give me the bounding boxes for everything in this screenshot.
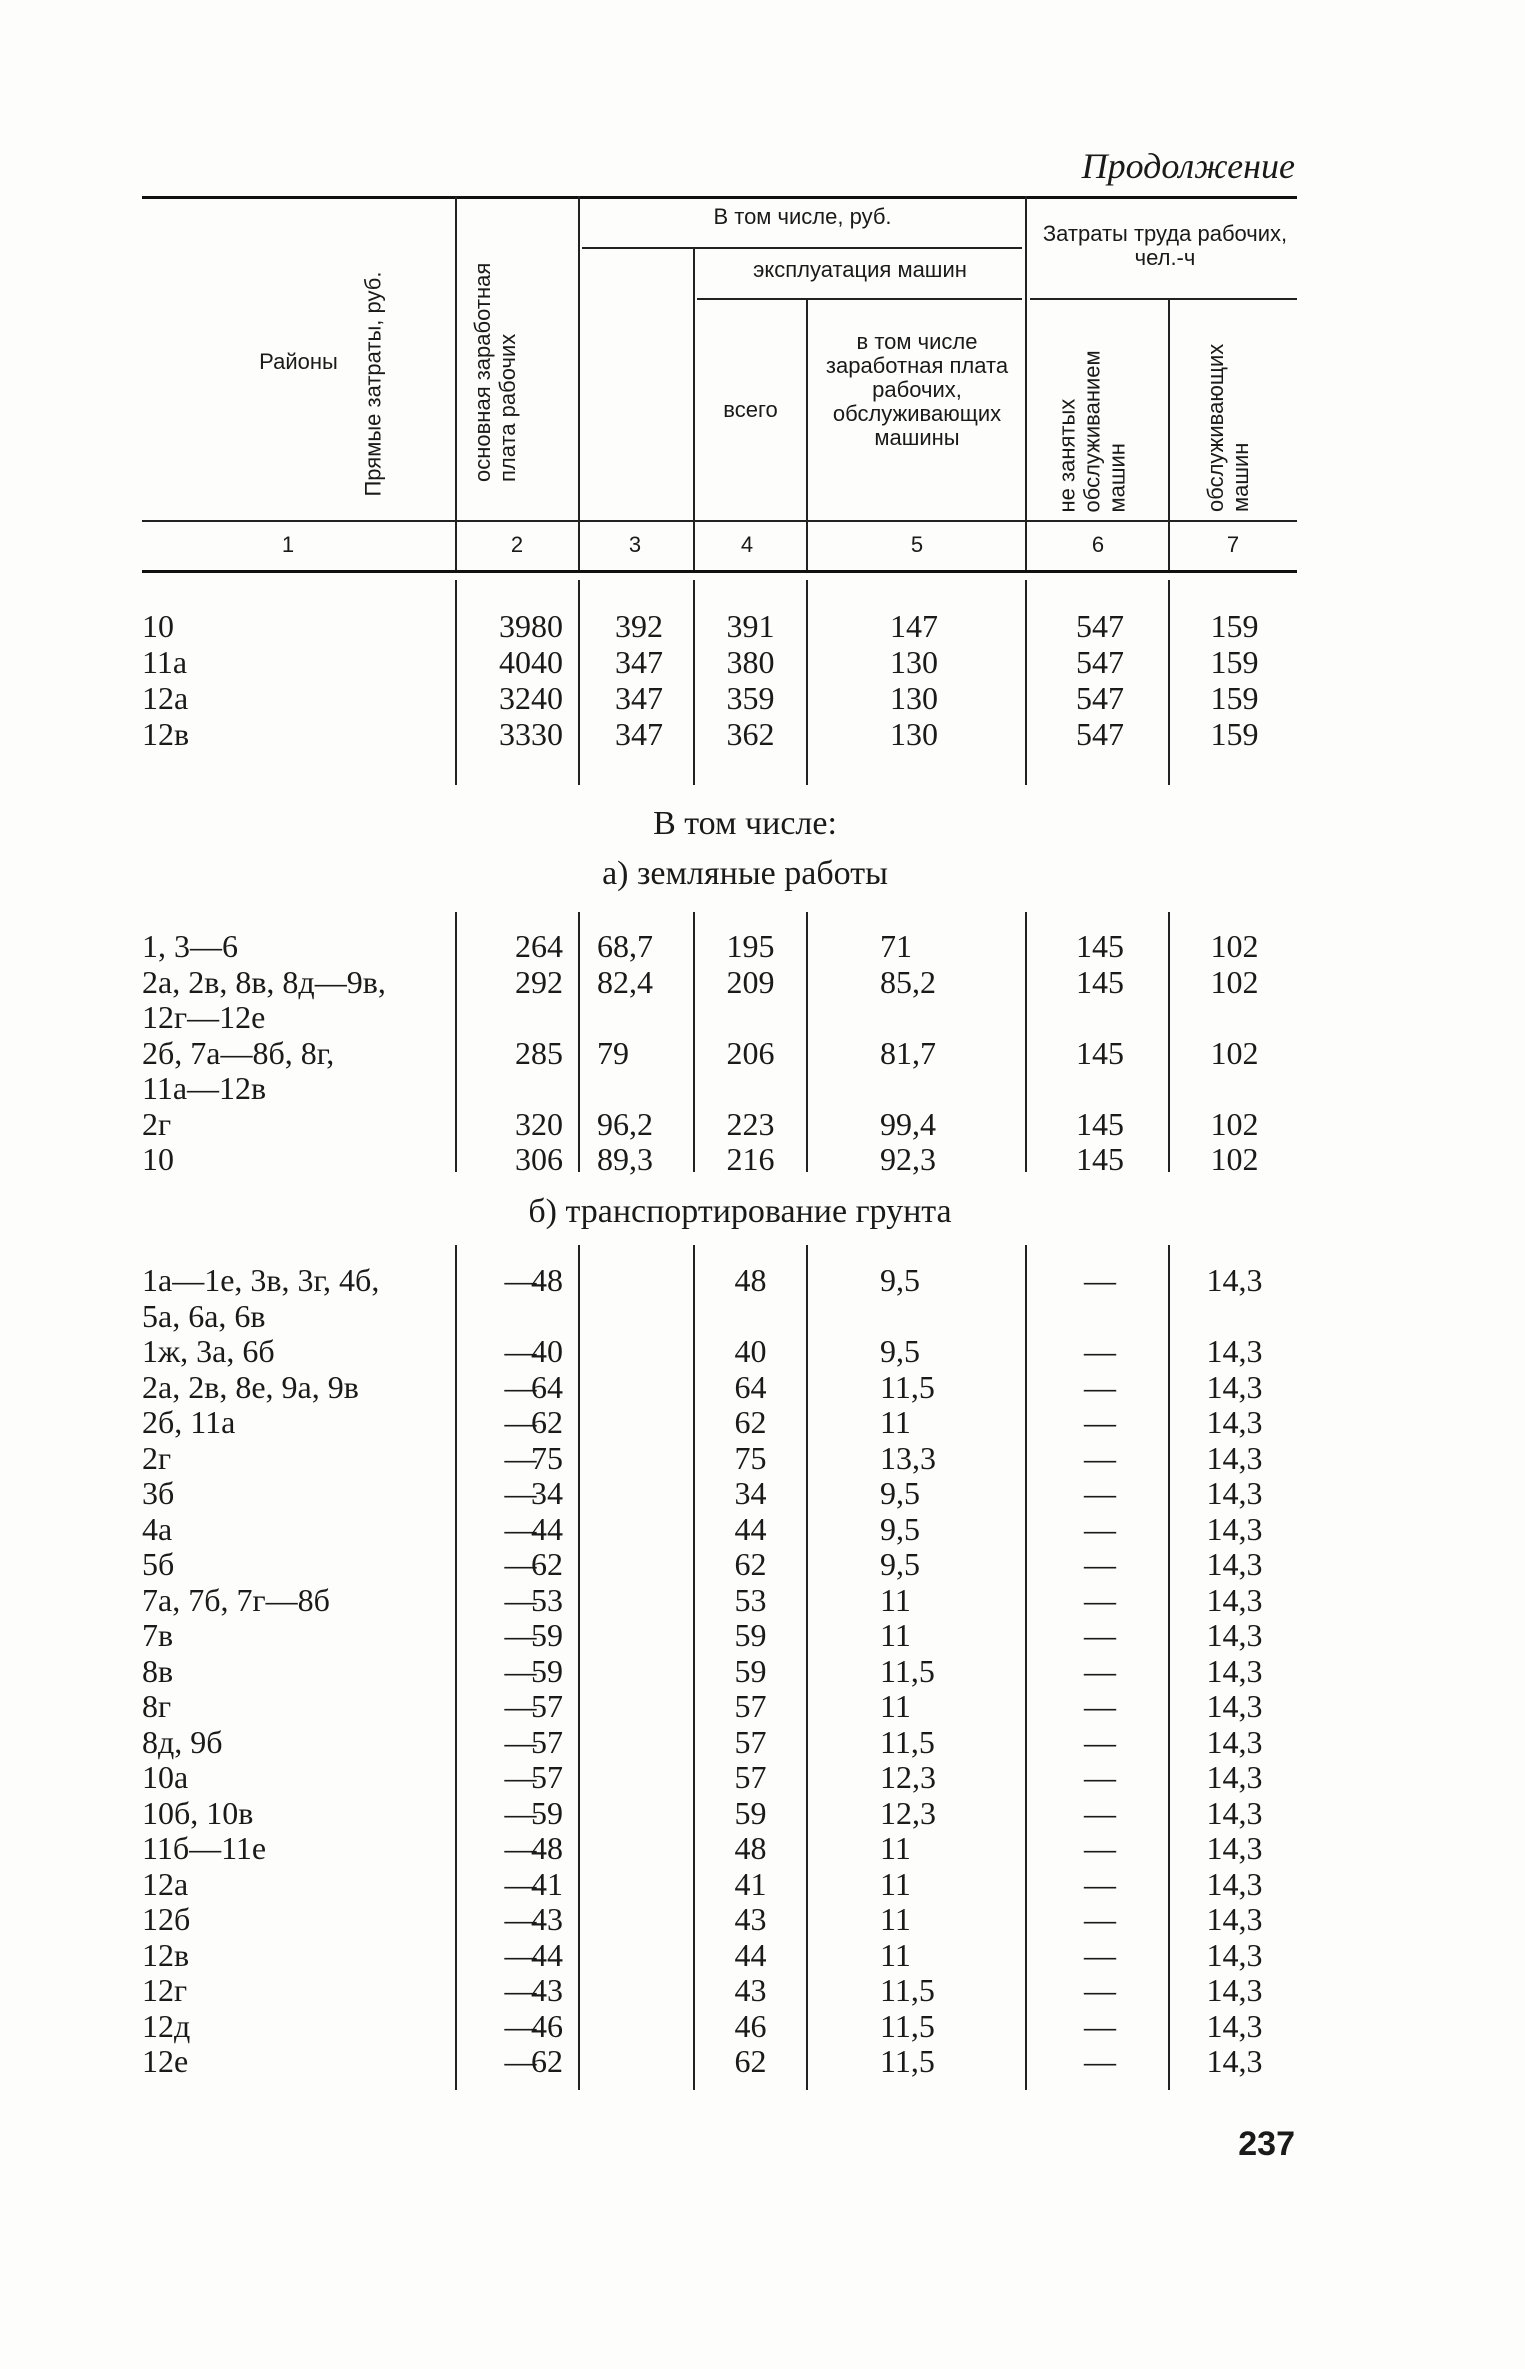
cell-c4: 75 [734,1439,767,1476]
cell-c4: 48 [734,1830,767,1866]
cell-c3: — [504,1617,537,1653]
cell-c7: 14,3 [1206,1936,1263,1973]
block1-vrule-5 [1025,580,1027,785]
header-machine-wages: в том числе заработная плата рабочих, обслуживающих машины [825,329,1009,450]
cell-c4: 391 [726,608,775,644]
cell-c6: — [1084,1901,1116,1937]
cell-c5: 9,5 [880,1546,920,1582]
cell-c2: 292 [515,963,563,1000]
cell-c7: 14,3 [1206,1723,1263,1760]
cell-c6: — [1084,2043,1116,2079]
region-cell: 12а [142,1865,189,1902]
cell-c2: 62 [531,2043,563,2079]
cell-c2: 43 [531,1901,563,1937]
cell-c2: 44 [531,1936,563,1973]
region-cell: 12в [142,716,190,752]
region-cell: 10б, 10в [142,1794,254,1831]
header-serving: обслуживающих машин [1203,343,1253,512]
cell-c4: 57 [734,1688,767,1724]
cell-c3: — [504,1652,537,1689]
region-cell: 3б [142,1475,175,1511]
cell-c2: 264 [515,928,563,964]
cell-c6: — [1084,1972,1116,2008]
header-bottom-rule [142,520,1297,522]
region-cell: 12г [142,1972,188,2008]
cell-c2: 57 [531,1723,563,1760]
cell-c5: 130 [890,644,938,680]
region-cell: 5б [142,1546,175,1582]
cell-c2: 320 [515,1105,563,1142]
cell-c4: 41 [734,1865,767,1902]
sectionb-vrule-2 [578,1245,580,2090]
cell-c6: 547 [1076,680,1124,716]
cell-c2: 4040 [499,644,563,680]
cell-c7: 14,3 [1206,1581,1263,1618]
cell-c7: 14,3 [1206,1688,1263,1724]
incl-group-rule [582,247,1022,249]
header-labor-group: Затраты труда рабочих, чел.-ч [1042,221,1288,270]
region-cell: 7в [142,1617,174,1653]
cell-c5: 92,3 [880,1141,936,1177]
cell-c7: 102 [1210,1034,1259,1071]
cell-c5: 11,5 [880,1368,935,1405]
header-vrule-4 [806,298,808,570]
cell-c3: — [504,1936,537,1973]
cell-c5: 130 [890,680,938,716]
cell-c2: 306 [515,1141,563,1177]
sectionb-vrule-1 [455,1245,457,2090]
cell-c2: 34 [531,1475,563,1511]
cell-c4: 43 [734,1972,767,2008]
cell-c6: — [1084,1652,1116,1689]
region-cell: 11б—11е [142,1830,267,1866]
block1-vrule-6 [1168,580,1170,785]
cell-c5: 11 [880,1617,911,1653]
region-cell: 10а [142,1759,189,1795]
cell-c5: 11,5 [880,2043,935,2079]
cell-c7: 14,3 [1206,1475,1263,1511]
colnum-bottom-rule [142,570,1297,573]
block1-vrule-1 [455,580,457,785]
incl-title: В том числе: [653,805,837,842]
cell-c4: 216 [726,1141,775,1177]
cell-c3: — [504,1510,537,1547]
cell-c7: 14,3 [1206,2007,1263,2044]
cell-c2: 59 [531,1652,563,1689]
cell-c3: — [504,1972,537,2008]
cell-c7: 102 [1210,928,1259,964]
cell-c7: 159 [1210,644,1259,680]
colnum-7: 7 [1226,532,1240,557]
region-cell: 12е [142,2043,189,2079]
cell-c4: 57 [734,1759,767,1795]
cell-c4: 209 [726,963,775,1000]
cell-c3: — [504,1759,537,1795]
cell-c5: 9,5 [880,1262,920,1298]
cell-c3: — [504,1901,537,1937]
cell-c7: 14,3 [1206,1368,1263,1405]
cell-c7: 14,3 [1206,1830,1263,1866]
colnum-4: 4 [740,532,754,557]
cell-c7: 14,3 [1206,1510,1263,1547]
cell-c4: 359 [726,680,775,716]
cell-c5: 11 [880,1688,911,1724]
cell-c7: 14,3 [1206,1404,1263,1440]
cell-c6: 145 [1076,928,1124,964]
cell-c3: 392 [615,608,663,644]
cell-c2: 48 [531,1262,563,1298]
header-machines-group: эксплуатация машин [753,257,967,282]
cell-c7: 14,3 [1206,1439,1263,1476]
cell-c6: 145 [1076,1105,1124,1142]
cell-c6: — [1084,1368,1116,1405]
cell-c3: — [504,1865,537,1902]
cell-c2: 59 [531,1794,563,1831]
cell-c6: — [1084,2007,1116,2044]
cell-c3: — [504,1475,537,1511]
header-direct-costs: Прямые затраты, руб. [360,271,386,497]
cell-c3: 347 [615,644,663,680]
cell-c7: 159 [1210,608,1259,644]
cell-c3: 89,3 [597,1141,653,1177]
section-a-title: а) земляные работы [602,855,888,892]
colnum-2: 2 [510,532,524,557]
cell-c6: — [1084,1510,1116,1547]
cell-c4: 64 [734,1368,767,1405]
cell-c6: — [1084,1439,1116,1476]
cell-c6: 145 [1076,963,1124,1000]
region-cell: 7а, 7б, 7г—8б [142,1581,330,1618]
region-cell: 2г [142,1105,172,1142]
header-base-wages: основная заработная плата рабочих [470,262,520,482]
region-cell: 8д, 9б [142,1723,223,1760]
cell-c7: 14,3 [1206,1652,1263,1689]
region-cell: 11а [142,644,188,680]
cell-c3: — [504,1830,537,1866]
region-cell: 1, 3—6 [142,928,238,964]
cell-c4: 195 [726,928,775,964]
cell-c2: 62 [531,1546,563,1582]
cell-c2: 48 [531,1830,563,1866]
page-number: 237 [1238,2125,1295,2163]
cell-c3: — [504,2043,537,2079]
cell-c3: 68,7 [597,928,653,964]
sectionb-vrule-4 [806,1245,808,2090]
cell-c4: 59 [734,1794,767,1831]
region-cell: 8в [142,1652,174,1689]
sectiona-vrule-1 [455,912,457,1172]
cell-c5: 130 [890,716,938,752]
region-cell-cont: 12г—12е [142,999,266,1035]
cell-c2: 3330 [499,716,563,752]
cell-c4: 44 [734,1936,767,1973]
region-cell: 10 [142,1141,174,1177]
region-cell: 2а, 2в, 8е, 9а, 9в [142,1368,359,1405]
cell-c3: — [504,1368,537,1405]
cell-c2: 44 [531,1510,563,1547]
cell-c4: 53 [734,1581,767,1618]
cell-c5: 11,5 [880,1652,935,1689]
cell-c5: 71 [880,928,912,964]
cell-c2: 75 [531,1439,563,1476]
cell-c2: 53 [531,1581,563,1618]
region-cell: 4а [142,1510,173,1547]
region-cell: 12а [142,680,189,716]
cell-c3: — [504,1794,537,1831]
cell-c4: 44 [734,1510,767,1547]
cell-c7: 14,3 [1206,1262,1263,1298]
cell-c5: 11 [880,1404,911,1440]
cell-c5: 99,4 [880,1105,936,1142]
cell-c2: 285 [515,1034,563,1071]
cell-c5: 9,5 [880,1475,920,1511]
cell-c4: 57 [734,1723,767,1760]
cell-c4: 62 [734,1546,767,1582]
cell-c7: 14,3 [1206,1794,1263,1831]
cell-c4: 46 [734,2007,767,2044]
cell-c3: 347 [615,680,663,716]
region-cell-cont: 11а—12в [142,1070,267,1106]
cell-c6: — [1084,1475,1116,1511]
region-cell: 1ж, 3а, 6б [142,1333,275,1369]
cell-c6: — [1084,1794,1116,1831]
cell-c2: 57 [531,1688,563,1724]
sectiona-vrule-2 [578,912,580,1172]
cell-c3: — [504,2007,537,2044]
cell-c2: 43 [531,1972,563,2008]
cell-c7: 102 [1210,1141,1259,1177]
cell-c7: 14,3 [1206,1617,1263,1653]
region-cell: 2б, 11а [142,1404,236,1440]
cell-c4: 48 [734,1262,767,1298]
cell-c5: 11 [880,1901,911,1937]
cell-c6: 547 [1076,644,1124,680]
cell-c5: 9,5 [880,1510,920,1547]
cell-c6: — [1084,1723,1116,1760]
cell-c2: 41 [531,1865,563,1902]
cell-c5: 9,5 [880,1333,920,1369]
cell-c5: 11 [880,1581,911,1618]
cell-c5: 12,3 [880,1759,936,1795]
cell-c3: — [504,1581,537,1618]
cell-c3: 96,2 [597,1105,653,1142]
sectiona-vrule-4 [806,912,808,1172]
sectiona-vrule-3 [693,912,695,1172]
cell-c6: 547 [1076,608,1124,644]
cell-c7: 159 [1210,716,1259,752]
cell-c2: 46 [531,2007,563,2044]
colnum-5: 5 [910,532,924,557]
cell-c2: 59 [531,1617,563,1653]
cell-c4: 223 [726,1105,775,1142]
header-vrule-2 [578,196,580,570]
sectionb-vrule-5 [1025,1245,1027,2090]
section-b-title: б) транспортирование грунта [528,1193,952,1230]
cell-c5: 13,3 [880,1439,936,1476]
region-cell: 12в [142,1936,190,1973]
cell-c7: 14,3 [1206,1865,1263,1902]
cell-c4: 380 [726,644,775,680]
sectionb-vrule-6 [1168,1245,1170,2090]
region-cell: 10 [142,608,174,644]
cell-c6: — [1084,1865,1116,1902]
colnum-3: 3 [628,532,642,557]
colnum-6: 6 [1091,532,1105,557]
cell-c3: — [504,1333,537,1369]
sectionb-vrule-3 [693,1245,695,2090]
cell-c5: 147 [890,608,938,644]
cell-c6: — [1084,1936,1116,1973]
cell-c7: 14,3 [1206,1333,1263,1369]
cell-c7: 159 [1210,680,1259,716]
cell-c7: 102 [1210,1105,1259,1142]
machines-group-rule [697,298,1022,300]
cell-c2: 40 [531,1333,563,1369]
cell-c6: — [1084,1759,1116,1795]
cell-c6: — [1084,1546,1116,1582]
cell-c5: 81,7 [880,1034,936,1071]
cell-c5: 12,3 [880,1794,936,1831]
region-cell: 1а—1е, 3в, 3г, 4б, [142,1262,380,1298]
header-regions: Районы [259,349,338,374]
cell-c3: 79 [597,1034,629,1071]
labor-group-rule [1030,298,1297,300]
cell-c6: 145 [1076,1141,1124,1177]
cell-c6: 145 [1076,1034,1124,1071]
cell-c4: 62 [734,2043,767,2079]
block1-vrule-3 [693,580,695,785]
cell-c7: 14,3 [1206,1546,1263,1582]
cell-c7: 14,3 [1206,1972,1263,2008]
cell-c4: 34 [734,1475,767,1511]
cell-c6: — [1084,1581,1116,1618]
cell-c4: 59 [734,1617,767,1653]
cell-c7: 14,3 [1206,2043,1263,2079]
block1-vrule-2 [578,580,580,785]
colnum-1: 1 [281,532,295,557]
cell-c3: — [504,1688,537,1724]
cell-c3: 82,4 [597,963,653,1000]
cell-c7: 102 [1210,963,1259,1000]
header-total: всего [723,397,778,422]
cell-c4: 59 [734,1652,767,1689]
cell-c4: 62 [734,1404,767,1440]
cell-c6: — [1084,1688,1116,1724]
header-not-busy: не занятых обслуживанием машин [1054,350,1130,513]
cell-c3: — [504,1439,537,1476]
cell-c4: 362 [726,716,775,752]
region-cell: 2б, 7а—8б, 8г, [142,1034,335,1071]
cell-c3: — [504,1262,537,1298]
cell-c5: 11 [880,1865,911,1902]
cell-c5: 11,5 [880,1972,935,2008]
cell-c2: 3240 [499,680,563,716]
cell-c4: 40 [734,1333,767,1369]
header-top-rule [142,196,1297,199]
region-cell: 12д [142,2007,191,2044]
cell-c5: 11,5 [880,1723,935,1760]
sectiona-vrule-6 [1168,912,1170,1172]
cell-c7: 14,3 [1206,1901,1263,1937]
cell-c3: — [504,1546,537,1582]
cell-c5: 11 [880,1830,911,1866]
block1-vrule-4 [806,580,808,785]
cell-c2: 62 [531,1404,563,1440]
region-cell: 8г [142,1688,172,1724]
cell-c4: 206 [726,1034,775,1071]
cell-c6: — [1084,1404,1116,1440]
cell-c6: 547 [1076,716,1124,752]
region-cell: 2а, 2в, 8в, 8д—9в, [142,963,386,1000]
header-vrule-1 [455,196,457,570]
cell-c2: 64 [531,1368,563,1405]
header-incl-group: В том числе, руб. [713,204,892,229]
cell-c6: — [1084,1333,1116,1369]
sectiona-vrule-5 [1025,912,1027,1172]
header-vrule-5 [1025,196,1027,570]
cell-c6: — [1084,1830,1116,1866]
cell-c3: 347 [615,716,663,752]
cell-c7: 14,3 [1206,1759,1263,1795]
cell-c3: — [504,1723,537,1760]
cell-c2: 57 [531,1759,563,1795]
cell-c6: — [1084,1617,1116,1653]
cell-c5: 85,2 [880,963,936,1000]
cell-c6: — [1084,1262,1116,1298]
cell-c4: 43 [734,1901,767,1937]
cell-c2: 3980 [499,608,563,644]
region-cell: 2г [142,1439,172,1476]
continuation-label: Продолжение [1081,146,1295,186]
cell-c5: 11 [880,1936,911,1973]
cell-c3: — [504,1404,537,1440]
cell-c5: 11,5 [880,2007,935,2044]
region-cell-cont: 5а, 6а, 6в [142,1297,266,1334]
region-cell: 12б [142,1901,191,1937]
header-vrule-6 [1168,298,1170,570]
